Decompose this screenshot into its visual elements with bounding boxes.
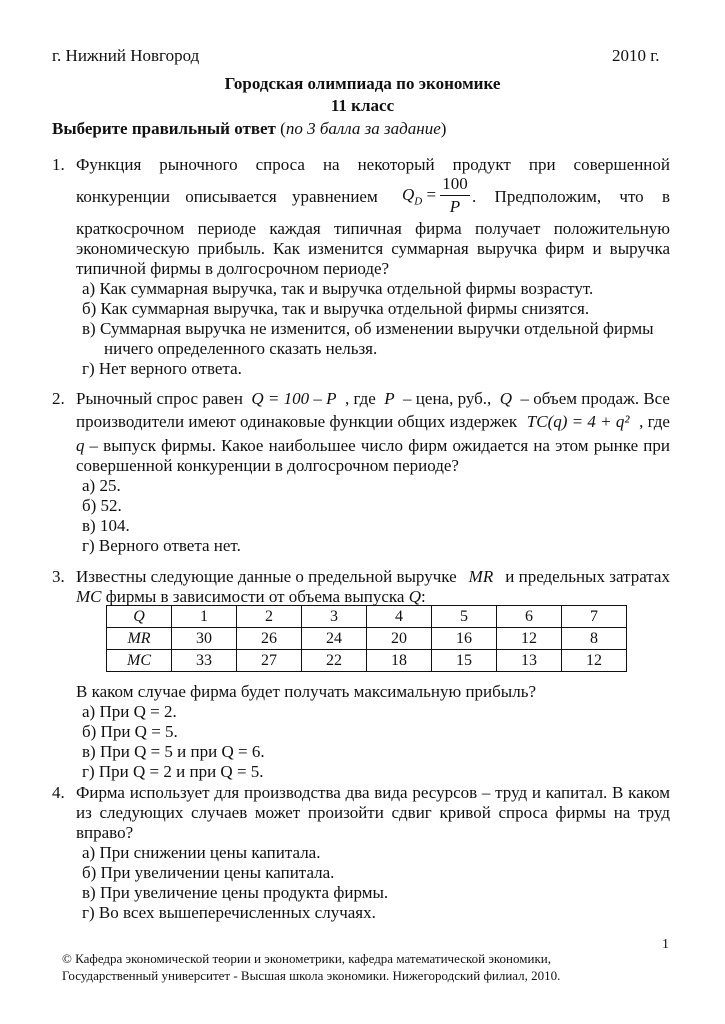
q3-question: В каком случае фирма будет получать максимальную прибыль? xyxy=(76,682,537,701)
table-header-mc: MC xyxy=(107,650,172,672)
table-cell: 6 xyxy=(497,606,562,628)
q4-option-c: в) При увеличение цены продукта фирмы. xyxy=(82,883,389,902)
mr-mc-table xyxy=(106,605,627,672)
q2-line2a: производители имеют одинаковые функции общих издержек xyxy=(76,412,518,431)
q1-formula-lhs xyxy=(402,185,436,207)
q3-line1-mr: MR xyxy=(468,567,494,586)
table-cell: 7 xyxy=(562,606,627,628)
q1-option-d: г) Нет верного ответа. xyxy=(82,359,242,378)
q3-line2a: фирмы в зависимости от объема выпуска xyxy=(105,587,405,606)
instruction-paren-open: ( xyxy=(280,119,286,138)
q2-line1-q: Q xyxy=(499,389,513,408)
q3-option-b: б) При Q = 5. xyxy=(82,722,178,741)
header-year: 2010 г. xyxy=(612,46,660,65)
footer-line2: Государственный университет - Высшая школа экономики. Нижегородский филиал, 2010. xyxy=(62,968,561,983)
table-cell: 5 xyxy=(432,606,497,628)
q2-line1d: – объем продаж. Все xyxy=(520,389,670,408)
q2-line2b: , где xyxy=(639,412,670,431)
footer-line1: © Кафедра экономической теории и эконометрики, кафедра математической экономики, xyxy=(62,951,551,966)
table-cell: 27 xyxy=(237,650,302,672)
q3-line1a: Известны следующие данные о предельной выручке xyxy=(76,567,457,586)
q2-line1 xyxy=(76,389,670,409)
q2-option-b: б) 52. xyxy=(82,496,122,515)
table-cell: 3 xyxy=(302,606,367,628)
grade-label: 11 класс xyxy=(330,96,395,115)
q1-option-b: б) Как суммарная выручка, так и выручка отдельной фирмы снизятся. xyxy=(82,299,590,318)
q2-option-c: в) 104. xyxy=(82,516,130,535)
table-row-q xyxy=(107,606,627,628)
table-cell: 20 xyxy=(367,628,432,650)
q3-line1 xyxy=(76,567,670,587)
q3-line2-q: Q xyxy=(408,587,421,606)
q2-line1c: – цена, руб., xyxy=(403,389,492,408)
table-cell: 8 xyxy=(562,628,627,650)
q1-formula-sub: D xyxy=(414,195,423,208)
q3-option-a: а) При Q = 2. xyxy=(82,702,177,721)
table-cell: 24 xyxy=(302,628,367,650)
q2-number: 2. xyxy=(52,389,65,408)
q1-line5: типичной фирмы в долгосрочном периоде? xyxy=(76,259,390,278)
q2-line3-text: – выпуск фирмы. Какое наибольшее число фирм ожидается на этом рынке при xyxy=(89,436,670,455)
table-cell: 22 xyxy=(302,650,367,672)
q2-line2-formula: TC(q) = 4 + q² xyxy=(526,412,630,431)
table-cell: 15 xyxy=(432,650,497,672)
q2-option-d: г) Верного ответа нет. xyxy=(82,536,241,555)
table-cell: 12 xyxy=(497,628,562,650)
q1-option-c-line2: ничего определенного сказать нельзя. xyxy=(104,339,378,358)
table-header-q: Q xyxy=(107,606,172,628)
page-title: Городская олимпиада по экономике xyxy=(224,74,501,93)
table-cell: 33 xyxy=(172,650,237,672)
table-cell: 26 xyxy=(237,628,302,650)
q1-line4: экономическую прибыль. Как изменится суммарная выручка фирм и выручка xyxy=(76,239,670,258)
table-cell: 30 xyxy=(172,628,237,650)
q2-line1-formula: Q = 100 – P xyxy=(251,389,337,408)
q2-option-a: а) 25. xyxy=(82,476,121,495)
q4-line1: Фирма использует для производства два вида ресурсов – труд и капитал. В каком xyxy=(76,783,670,802)
q2-line3-q: q xyxy=(76,436,85,455)
instruction-bold: Выберите правильный ответ xyxy=(52,119,276,138)
page-number: 1 xyxy=(662,937,669,952)
table-row-mr xyxy=(107,628,627,650)
table-cell: 4 xyxy=(367,606,432,628)
instruction xyxy=(52,119,446,139)
instruction-paren-close: ) xyxy=(440,119,447,138)
q1-formula-bar xyxy=(440,195,470,196)
q2-line1b: , где xyxy=(344,389,376,408)
q3-number: 3. xyxy=(52,567,65,586)
q1-line2b: . Предположим, что в xyxy=(472,187,670,206)
q4-option-a: а) При снижении цены капитала. xyxy=(82,843,321,862)
q1-option-a: а) Как суммарная выручка, так и выручка отдельной фирмы возрастут. xyxy=(82,279,594,298)
q1-line3: краткосрочном периоде каждая типичная фирма получает положительную xyxy=(76,219,670,238)
q4-number: 4. xyxy=(52,783,65,802)
q4-option-d: г) Во всех вышеперечисленных случаях. xyxy=(82,903,376,922)
q3-line2 xyxy=(76,587,426,607)
q1-formula-numerator: 100 xyxy=(442,174,468,193)
table-header-mr: MR xyxy=(107,628,172,650)
q2-line1-p: P xyxy=(384,389,395,408)
q4-line3: вправо? xyxy=(76,823,134,842)
q3-option-d: г) При Q = 2 и при Q = 5. xyxy=(82,762,264,781)
q1-line1: Функция рыночного спроса на некоторый продукт при совершенной xyxy=(76,155,670,174)
q3-line2-mc: MC xyxy=(76,587,102,606)
q2-line4: совершенной конкуренции в долгосрочном периоде? xyxy=(76,456,459,475)
table-cell: 12 xyxy=(562,650,627,672)
table-cell: 16 xyxy=(432,628,497,650)
instruction-italic: по 3 балла за задание xyxy=(285,119,441,138)
table-cell: 18 xyxy=(367,650,432,672)
q1-formula-denominator: P xyxy=(449,197,461,216)
header-city: г. Нижний Новгород xyxy=(52,46,200,65)
table-cell: 13 xyxy=(497,650,562,672)
q2-line2 xyxy=(76,412,670,432)
q1-formula-q: Q xyxy=(402,185,415,204)
q1-line2a: конкуренции описывается уравнением xyxy=(76,187,378,206)
q3-option-c: в) При Q = 5 и при Q = 6. xyxy=(82,742,265,761)
q1-number: 1. xyxy=(52,155,65,174)
q4-option-b: б) При увеличении цены капитала. xyxy=(82,863,335,882)
table-row-mc xyxy=(107,650,627,672)
q3-line1b: и предельных затратах xyxy=(505,567,670,586)
q1-formula-eq: = xyxy=(426,185,437,204)
q4-line2: из следующих случаев может произойти сдвиг кривой спроса фирмы на труд xyxy=(76,803,670,822)
q2-line3 xyxy=(76,436,670,456)
table-cell: 2 xyxy=(237,606,302,628)
q1-option-c-line1: в) Суммарная выручка не изменится, об изменении выручки отдельной фирмы xyxy=(82,319,654,338)
q2-line1a: Рыночный спрос равен xyxy=(76,389,243,408)
q3-line2b: : xyxy=(420,587,426,606)
table-cell: 1 xyxy=(172,606,237,628)
